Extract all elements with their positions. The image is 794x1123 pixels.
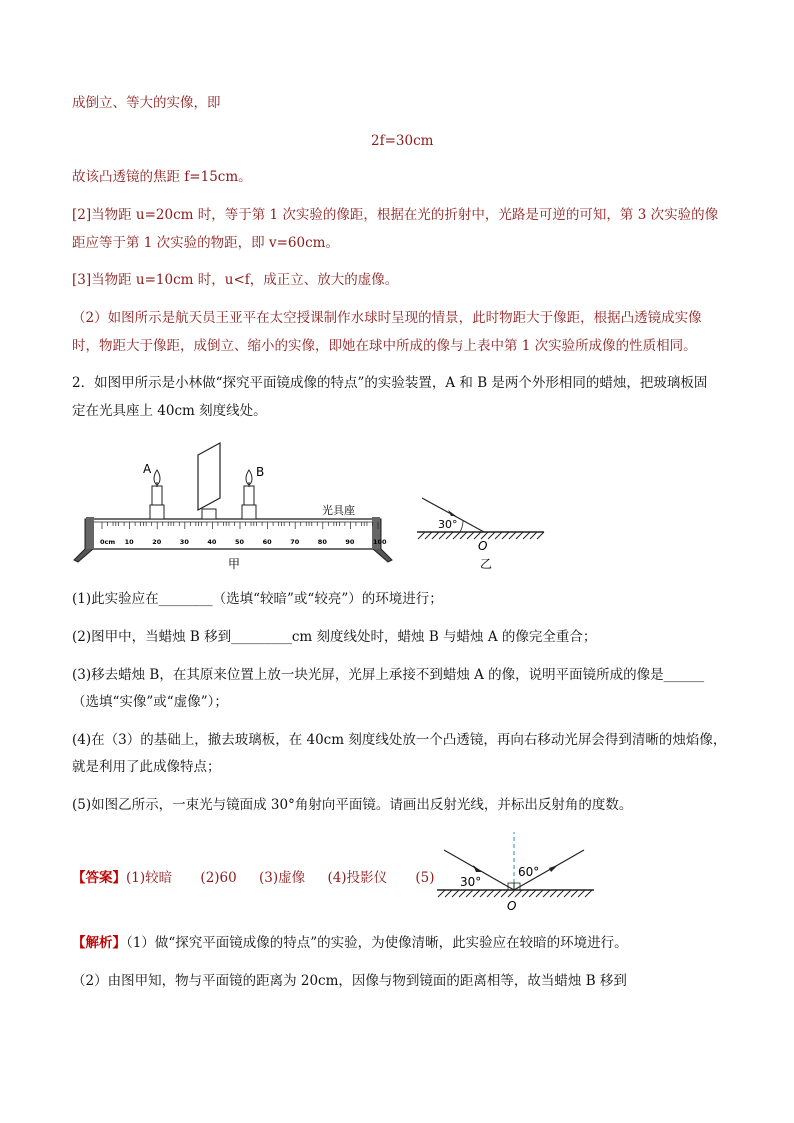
solution-line-2: 故该凸透镜的焦距 f=15cm。 (72, 169, 252, 185)
scale-tick-label: 70 (290, 538, 300, 546)
figure-yi (412, 490, 552, 570)
question-part-3a: (3)移去蜡烛 B，在其原来位置上放一块光屏，光屏上承接不到蜡烛 A 的像，说明平面镜所成的像是______ (72, 667, 705, 683)
hatch-line (529, 890, 536, 897)
hatch-line (550, 890, 557, 897)
hatch-line (522, 890, 529, 897)
hatch-line (481, 532, 488, 539)
hatch-line (480, 890, 487, 897)
answer-4: (4)投影仪 (327, 870, 388, 886)
figure-jia (70, 430, 400, 575)
hatch-line (509, 532, 516, 539)
hatch-line (425, 532, 432, 539)
hatch-line (502, 532, 509, 539)
glass-plate (198, 443, 220, 519)
solution-line-7: 时，物距大于像距，成倒立、缩小的实像，即她在球中所成的像与上表中第 1 次实验所成像的性质相同。 (72, 338, 697, 354)
hatch-line (473, 890, 480, 897)
hatch-line (585, 890, 592, 897)
hatch-line (508, 890, 515, 897)
solution-line-6: （2）如图所示是航天员王亚平在太空授课制作水球时呈现的情景，此时物距大于像距，根据凸透镜成实像 (72, 310, 702, 326)
scale-tick-label: 0cm (100, 538, 116, 546)
answer-3: (3)虚像 (259, 870, 306, 886)
question-part-1: (1)此实验应在________（选填“较暗”或“较亮”）的环境进行； (72, 591, 443, 607)
question-part-2: (2)图甲中，当蜡烛 B 移到_________cm 刻度线处时，蜡烛 B 与蜡烛 A 的像完全重合； (72, 629, 597, 645)
scale-tick-label: 30 (179, 538, 189, 546)
hatch-line (516, 532, 523, 539)
candle-a (150, 470, 164, 519)
hatch-line (578, 890, 585, 897)
question-part-3b: （选填“实像”或“虚像”）； (72, 694, 228, 710)
hatch-line (536, 890, 543, 897)
scale-tick-label: 20 (152, 538, 162, 546)
mirror-hatching (418, 532, 544, 539)
answer-incident-arrow (473, 865, 482, 872)
solution-line-1: 成倒立、等大的实像，即 (72, 95, 221, 111)
solution-line-3: [2]当物距 u=20cm 时，等于第 1 次实验的像距，根据在光的折射中，光路是可逆的可知，第 3 次实验的像 (72, 207, 719, 223)
hatch-line (515, 890, 522, 897)
angle-label: 30° (438, 518, 458, 531)
solution-line-4: 距应等于第 1 次实验的物距，即 v=60cm。 (72, 235, 339, 251)
hatch-line (452, 890, 459, 897)
label-a: A (143, 462, 152, 476)
analysis-line-1 (72, 934, 628, 952)
hatch-line (467, 532, 474, 539)
hatch-line (494, 890, 501, 897)
analysis-text-1: （1）做“探究平面镜成像的特点”的实验，为使像清晰，此实验应在较暗的环境进行。 (126, 935, 628, 951)
bench-label: 光具座 (322, 504, 355, 517)
hatch-line (453, 532, 460, 539)
answer-2: (2)60 (200, 870, 237, 886)
hatch-line (460, 532, 467, 539)
candle-b (242, 470, 256, 519)
hatch-line (523, 532, 530, 539)
question-part-4b: 就是利用了此成像特点； (72, 759, 221, 775)
answer-angle-in: 30° (460, 875, 482, 889)
scale-tick-label: 90 (345, 538, 355, 546)
answer-angle-out: 60° (518, 865, 540, 879)
question-line-1: 2．如图甲所示是小林做“探究平面镜成像的特点”的实验装置，A 和 B 是两个外形相同的蜡烛，把玻璃板固 (72, 375, 708, 391)
caption-jia: 甲 (228, 557, 241, 571)
hatch-line (418, 532, 425, 539)
formula: 2f=30cm (371, 133, 434, 149)
answer-1: (1)较暗 (126, 870, 173, 886)
hatch-line (530, 532, 537, 539)
hatch-line (438, 890, 445, 897)
scale-tick-label: 60 (262, 538, 272, 546)
answer-point-o: O (507, 899, 517, 913)
reflected-arrow (549, 865, 558, 872)
hatch-line (501, 890, 508, 897)
hatch-line (537, 532, 544, 539)
answer-tag: 【答案】 (72, 870, 126, 886)
hatch-line (564, 890, 571, 897)
answer-line (72, 866, 435, 886)
hatch-line (474, 532, 481, 539)
question-part-5: (5)如图乙所示，一束光与镜面成 30°角射向平面镜。请画出反射光线，并标出反射角的度数。 (72, 797, 633, 813)
hatch-line (488, 532, 495, 539)
solution-line-5: [3]当物距 u=10cm 时，u<f，成正立、放大的虚像。 (72, 272, 399, 288)
hatch-line (445, 890, 452, 897)
hatch-line (459, 890, 466, 897)
hatch-line (432, 532, 439, 539)
hatch-line (557, 890, 564, 897)
question-part-4a: (4)在（3）的基础上，撤去玻璃板，在 40cm 刻度线处放一个凸透镜，再向右移动光屏会得到清晰的烛焰像， (72, 732, 727, 748)
analysis-tag: 【解析】 (72, 935, 126, 951)
answer-figure (432, 830, 602, 920)
hatch-line (543, 890, 550, 897)
caption-yi: 乙 (480, 557, 493, 570)
question-line-2: 定在光具座上 40cm 刻度线处。 (72, 403, 267, 419)
answer-mirror-hatching (438, 890, 592, 897)
scale-tick-label: 40 (207, 538, 217, 546)
hatch-line (571, 890, 578, 897)
hatch-line (487, 890, 494, 897)
hatch-line (439, 532, 446, 539)
scale-tick-label: 80 (317, 538, 327, 546)
answer-5: (5) (415, 870, 435, 886)
hatch-line (495, 532, 502, 539)
label-b: B (256, 465, 265, 479)
analysis-line-2: （2）由图甲知，物与平面镜的距离为 20cm，因像与物到镜面的距离相等，故当蜡烛 B 移到 (72, 973, 627, 989)
scale-tick-label: 50 (235, 538, 245, 546)
scale-tick-label: 10 (124, 538, 134, 546)
point-o: O (478, 539, 488, 553)
scale-tick-label: 100 (373, 538, 387, 546)
hatch-line (466, 890, 473, 897)
hatch-line (446, 532, 453, 539)
